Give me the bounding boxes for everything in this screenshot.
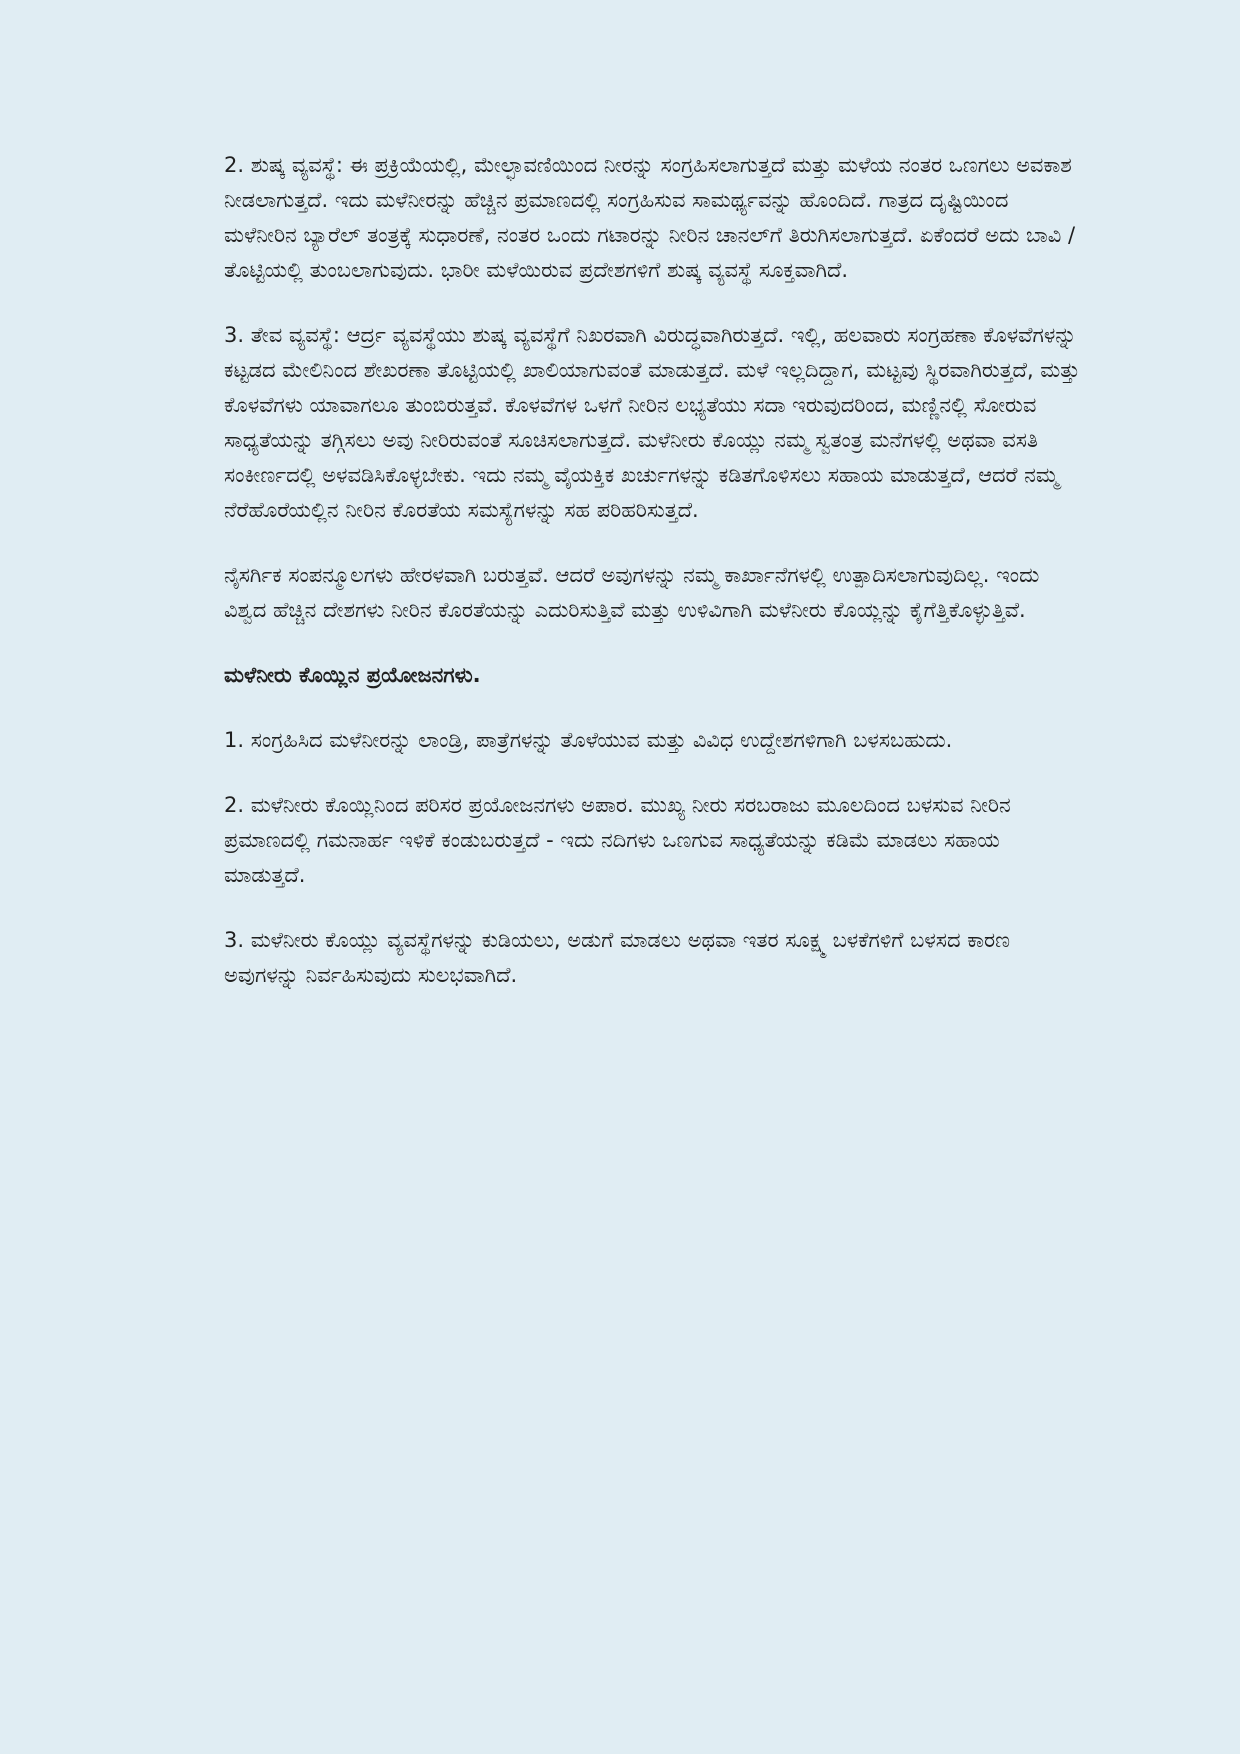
benefit-item-1: 1. ಸಂಗ್ರಹಿಸಿದ ಮಳೆನೀರನ್ನು ಲಾಂಡ್ರಿ, ಪಾತ್ರೆಗಳನ್ನು ತೊಳೆಯುವ ಮತ್ತು ವಿವಿಧ ಉದ್ದೇಶಗಳಿಗಾಗಿ ಬಳಸಬಹುದು. [224, 728, 953, 752]
paragraph-wet-system: 3. ತೇವ ವ್ಯವಸ್ಥೆ: ಆರ್ದ್ರ ವ್ಯವಸ್ಥೆಯು ಶುಷ್ಕ ವ್ಯವಸ್ಥೆಗೆ ನಿಖರವಾಗಿ ವಿರುದ್ಧವಾಗಿರುತ್ತದೆ. ಇಲ್ಲಿ, ಹಲವಾರು ಸಂಗ್ರಹಣಾ ಕೊಳವೆಗಳನ್ನು ಕಟ್ಟಡದ ಮೇಲಿನಿಂದ ಶೇಖರಣಾ ತೊಟ್ಟಿಯಲ್ಲಿ ಖಾಲಿಯಾಗುವಂತೆ ಮಾಡುತ್ತದೆ. ಮಳೆ ಇಲ್ಲದಿದ್ದಾಗ, ಮಟ್ಟವು ಸ್ಥಿರವಾಗಿರುತ್ತದೆ, ಮತ್ತು ಕೊಳವೆಗಳು ಯಾವಾಗಲೂ ತುಂಬಿರುತ್ತವೆ. ಕೊಳವೆಗಳ ಒಳಗೆ ನೀರಿನ ಲಭ್ಯತೆಯು ಸದಾ ಇರುವುದರಿಂದ, ಮಣ್ಣಿನಲ್ಲಿ ಸೋರುವ ಸಾಧ್ಯತೆಯನ್ನು ತಗ್ಗಿಸಲು ಅವು ನೀರಿರುವಂತೆ ಸೂಚಿಸಲಾಗುತ್ತದೆ. ಮಳೆನೀರು ಕೊಯ್ಲು ನಮ್ಮ ಸ್ವತಂತ್ರ ಮನೆಗಳಲ್ಲಿ ಅಥವಾ ವಸತಿ ಸಂಕೀರ್ಣದಲ್ಲಿ ಅಳವಡಿಸಿಕೊಳ್ಳಬೇಕು. ಇದು ನಮ್ಮ ವೈಯಕ್ತಿಕ ಖರ್ಚುಗಳನ್ನು ಕಡಿತಗೊಳಿಸಲು ಸಹಾಯ ಮಾಡುತ್ತದೆ, ಆದರೆ ನಮ್ಮ ನೆರೆಹೊರೆಯಲ್ಲಿನ ನೀರಿನ ಕೊರತೆಯ ಸಮಸ್ಯೆಗಳನ್ನು ಸಹ ಪರಿಹರಿಸುತ್ತದೆ. [224, 323, 1080, 522]
document-body [224, 148, 1084, 1023]
benefits-heading: ಮಳೆನೀರು ಕೊಯ್ಲಿನ ಪ್ರಯೋಜನಗಳು. [224, 663, 481, 687]
paragraph-natural-resources: ನೈಸರ್ಗಿಕ ಸಂಪನ್ಮೂಲಗಳು ಹೇರಳವಾಗಿ ಬರುತ್ತವೆ. ಆದರೆ ಅವುಗಳನ್ನು ನಮ್ಮ ಕಾರ್ಖಾನೆಗಳಲ್ಲಿ ಉತ್ಪಾದಿಸಲಾಗುವುದಿಲ್ಲ. ಇಂದು ವಿಶ್ವದ ಹೆಚ್ಚಿನ ದೇಶಗಳು ನೀರಿನ ಕೊರತೆಯನ್ನು ಎದುರಿಸುತ್ತಿವೆ ಮತ್ತು ಉಳಿವಿಗಾಗಿ ಮಳೆನೀರು ಕೊಯ್ಲನ್ನು ಕೈಗೆತ್ತಿಕೊಳ್ಳುತ್ತಿವೆ. [224, 563, 1040, 622]
benefit-item-2: 2. ಮಳೆನೀರು ಕೊಯ್ಲಿನಿಂದ ಪರಿಸರ ಪ್ರಯೋಜನಗಳು ಅಪಾರ. ಮುಖ್ಯ ನೀರು ಸರಬರಾಜು ಮೂಲದಿಂದ ಬಳಸುವ ನೀರಿನ ಪ್ರಮಾಣದಲ್ಲಿ ಗಮನಾರ್ಹ ಇಳಿಕೆ ಕಂಡುಬರುತ್ತದೆ - ಇದು ನದಿಗಳು ಒಣಗುವ ಸಾಧ್ಯತೆಯನ್ನು ಕಡಿಮೆ ಮಾಡಲು ಸಹಾಯ ಮಾಡುತ್ತದೆ. [224, 793, 1011, 887]
paragraph-dry-system: 2. ಶುಷ್ಕ ವ್ಯವಸ್ಥೆ: ಈ ಪ್ರಕ್ರಿಯೆಯಲ್ಲಿ, ಮೇಲ್ಛಾವಣಿಯಿಂದ ನೀರನ್ನು ಸಂಗ್ರಹಿಸಲಾಗುತ್ತದೆ ಮತ್ತು ಮಳೆಯ ನಂತರ ಒಣಗಲು ಅವಕಾಶ ನೀಡಲಾಗುತ್ತದೆ. ಇದು ಮಳೆನೀರನ್ನು ಹೆಚ್ಚಿನ ಪ್ರಮಾಣದಲ್ಲಿ ಸಂಗ್ರಹಿಸುವ ಸಾಮರ್ಥ್ಯವನ್ನು ಹೊಂದಿದೆ. ಗಾತ್ರದ ದೃಷ್ಟಿಯಿಂದ ಮಳೆನೀರಿನ ಬ್ಯಾರೆಲ್ ತಂತ್ರಕ್ಕೆ ಸುಧಾರಣೆ, ನಂತರ ಒಂದು ಗಟಾರನ್ನು ನೀರಿನ ಚಾನಲ್‌ಗೆ ತಿರುಗಿಸಲಾಗುತ್ತದೆ. ಏಕೆಂದರೆ ಅದು ಬಾವಿ / ತೊಟ್ಟಿಯಲ್ಲಿ ತುಂಬಲಾಗುವುದು. ಭಾರೀ ಮಳೆಯಿರುವ ಪ್ರದೇಶಗಳಿಗೆ ಶುಷ್ಕ ವ್ಯವಸ್ಥೆ ಸೂಕ್ತವಾಗಿದೆ. [224, 153, 1076, 282]
benefit-item-3: 3. ಮಳೆನೀರು ಕೊಯ್ಲು ವ್ಯವಸ್ಥೆಗಳನ್ನು ಕುಡಿಯಲು, ಅಡುಗೆ ಮಾಡಲು ಅಥವಾ ಇತರ ಸೂಕ್ಷ್ಮ ಬಳಕೆಗಳಿಗೆ ಬಳಸದ ಕಾರಣ ಅವುಗಳನ್ನು ನಿರ್ವಹಿಸುವುದು ಸುಲಭವಾಗಿದೆ. [224, 928, 1011, 987]
